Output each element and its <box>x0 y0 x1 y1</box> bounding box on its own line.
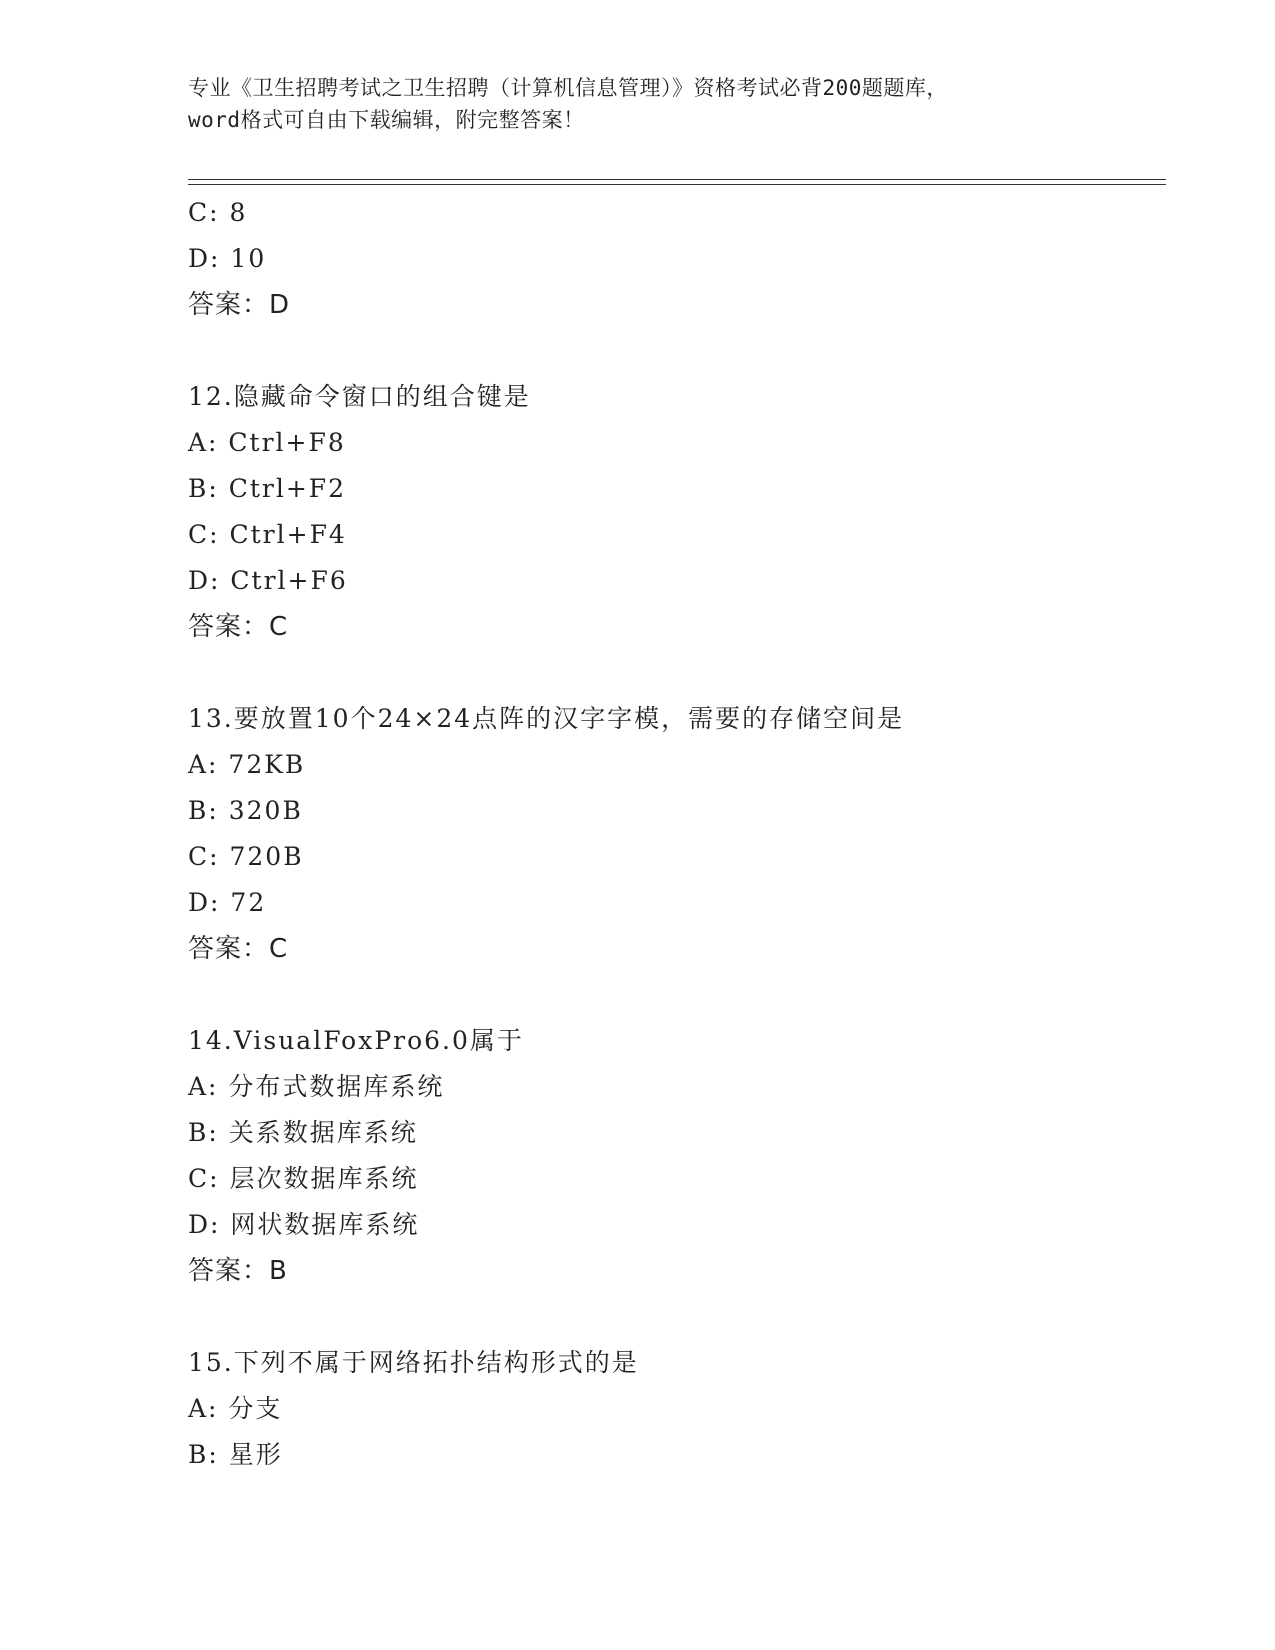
header-line-2: word格式可自由下载编辑，附完整答案！ <box>188 108 585 132</box>
question-continued <box>188 190 1168 328</box>
header-line-1: 专业《卫生招聘考试之卫生招聘（计算机信息管理）》资格考试必背200题题库， <box>188 76 948 100</box>
question-title: 12.隐藏命令窗口的组合键是 <box>188 382 531 411</box>
header-divider-top <box>188 179 1166 180</box>
option-c: C: 720B <box>188 842 304 871</box>
option-d: D: Ctrl+F6 <box>188 566 348 595</box>
question-title: 15.下列不属于网络拓扑结构形式的是 <box>188 1348 639 1377</box>
header-divider-bottom <box>188 184 1166 185</box>
question-14 <box>188 1018 1168 1294</box>
option-d: D: 72 <box>188 888 267 917</box>
option-a: A: 72KB <box>188 750 306 779</box>
option-d: D: 10 <box>188 244 267 273</box>
option-b: B: 关系数据库系统 <box>188 1118 418 1147</box>
option-a: A: 分布式数据库系统 <box>188 1072 445 1101</box>
answer-line: 答案：B <box>188 1256 288 1286</box>
option-b: B: 320B <box>188 796 303 825</box>
spacer <box>188 328 1168 374</box>
option-c: C: 8 <box>188 198 248 227</box>
answer-line: 答案：C <box>188 934 289 964</box>
question-list <box>188 190 1168 1478</box>
question-title: 13.要放置10个24×24点阵的汉字字模，需要的存储空间是 <box>188 704 905 733</box>
question-13 <box>188 696 1168 972</box>
document-header <box>188 72 1088 136</box>
option-c: C: Ctrl+F4 <box>188 520 347 549</box>
spacer <box>188 650 1168 696</box>
question-title: 14.VisualFoxPro6.0属于 <box>188 1026 524 1055</box>
option-d: D: 网状数据库系统 <box>188 1210 420 1239</box>
question-15 <box>188 1340 1168 1478</box>
option-a: A: 分支 <box>188 1394 283 1423</box>
option-a: A: Ctrl+F8 <box>188 428 346 457</box>
option-b: B: 星形 <box>188 1440 283 1469</box>
option-b: B: Ctrl+F2 <box>188 474 347 503</box>
option-c: C: 层次数据库系统 <box>188 1164 419 1193</box>
spacer <box>188 972 1168 1018</box>
answer-line: 答案：D <box>188 290 291 320</box>
question-12 <box>188 374 1168 650</box>
answer-line: 答案：C <box>188 612 289 642</box>
spacer <box>188 1294 1168 1340</box>
